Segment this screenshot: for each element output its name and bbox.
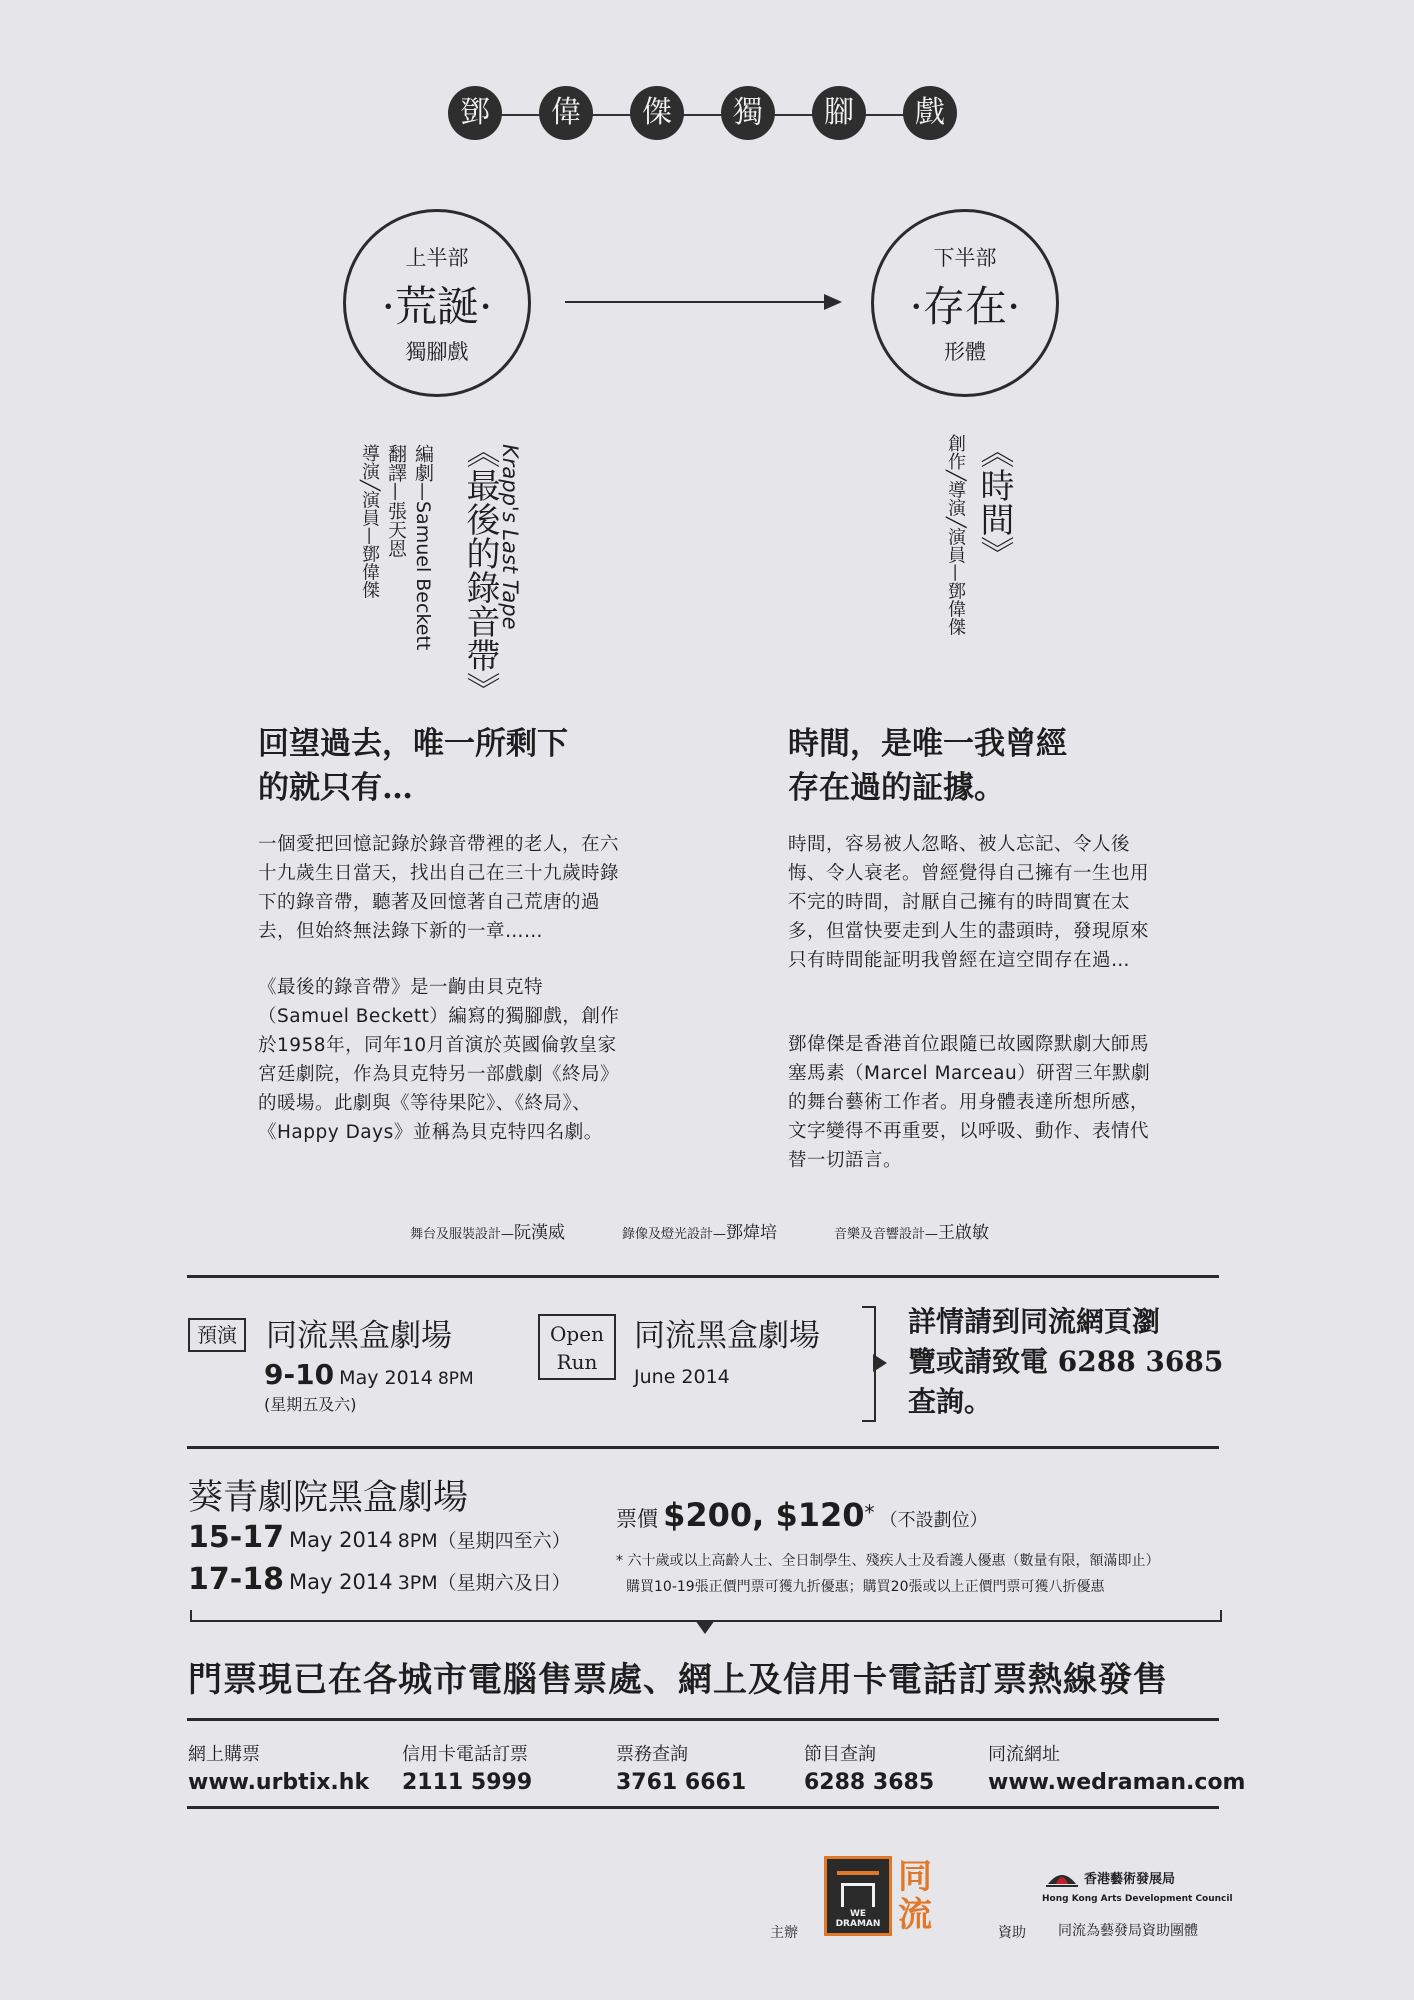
contact-ticketing: [616, 1740, 746, 1795]
price-line: 票價 $200, $120* （不設劃位）: [616, 1496, 988, 1534]
organizer-label: 主辦: [770, 1925, 798, 1941]
part1-circle: [343, 209, 531, 397]
part2-subtitle: 形體: [944, 340, 986, 364]
kwaitsing-date-1: 15-17 May 2014 8PM（星期四至六）: [188, 1520, 571, 1555]
part2-circle: [871, 209, 1059, 397]
preview-weekday: (星期五及六): [264, 1395, 357, 1414]
contact-website-value[interactable]: www.wedraman.com: [988, 1770, 1246, 1795]
divider-2: [187, 1446, 1219, 1449]
right-headline-line2: 存在過的証據。: [788, 770, 1005, 806]
left-para-1: 一個愛把回憶記錄於錄音帶裡的老人，在六十九歲生日當天，找出自己在三十九歲時錄下的錄音帶，聽著及回憶著自己荒唐的過去，但始終無法錄下新的一章……: [258, 834, 620, 942]
price-concession-1: * 六十歲或以上高齡人士、全日制學生、殘疾人士及看護人優惠（數量有限，額滿即止）: [616, 1553, 1160, 1569]
right-headline: [788, 722, 1188, 810]
play1-title: 《最後的錄音帶》: [460, 434, 500, 706]
down-arrow-icon: [695, 1620, 715, 1634]
right-para-2: 鄧偉傑是香港首位跟隨已故國際默劇大師馬塞馬素（Marcel Marceau）研習三年默劇的舞台藝術工作者。用身體表達所想所感，文字變得不再重要，以呼吸、動作、表情代替一切語言。: [788, 1034, 1151, 1171]
details-line3: 查詢。: [908, 1385, 993, 1418]
openrun-venue: 同流黑盒劇場: [634, 1318, 820, 1354]
left-headline-line2: 的就只有…: [258, 770, 413, 806]
logo-chinese: 同流: [898, 1857, 932, 1935]
details-line1: 詳情請到同流網頁瀏: [908, 1305, 1161, 1338]
part1-title: ·荒誕·: [381, 282, 493, 331]
title-char-5: 腳: [812, 86, 866, 140]
title-char-4: 獨: [721, 86, 775, 140]
contact-ticketing-label: 票務查詢: [616, 1744, 688, 1765]
play1-title-en: Krapp's Last Tape: [498, 444, 522, 630]
play1-director: 導演╱演員—鄧偉傑: [359, 444, 380, 599]
logo-text: WE DRAMAN: [835, 1909, 881, 1929]
sponsor-label: 資助: [998, 1925, 1026, 1941]
title-char-1: 鄧: [448, 86, 502, 140]
contact-phone: [402, 1740, 532, 1795]
details-text: [908, 1302, 1223, 1422]
designer-2: 錄像及燈光設計—鄧煒培: [622, 1223, 778, 1243]
left-para-2: 《最後的錄音帶》是一齣由貝克特（Samuel Beckett）編寫的獨腳戲，創作於1958年，同年10月首演於英國倫敦皇家宮廷劇院，作為貝克特另一部戲劇《終局》的暖場。此劇與《等待果陀》、《終局》、《Happy Days》並稱為貝克特四名劇。: [258, 977, 620, 1143]
openrun-tag-line2: Run: [556, 1350, 598, 1374]
preview-tag: 預演: [188, 1318, 246, 1352]
title-char-2: 偉: [539, 86, 593, 140]
preview-venue: 同流黑盒劇場: [266, 1318, 452, 1354]
divider-1: [187, 1275, 1219, 1278]
play2-credit: 創作╱導演╱演員—鄧偉傑: [945, 434, 966, 636]
part2-label: 下半部: [933, 246, 997, 270]
kwaitsing-date-2: 17-18 May 2014 3PM（星期六及日）: [188, 1562, 571, 1597]
hkadc-note: 同流為藝發局資助團體: [1058, 1923, 1198, 1939]
wedraman-logo: [824, 1856, 892, 1936]
left-headline: [258, 722, 658, 810]
contact-online: [188, 1740, 369, 1795]
part1-subtitle: 獨腳戲: [405, 340, 469, 364]
openrun-tag: [538, 1314, 616, 1380]
title-char-6: 戲: [903, 86, 957, 140]
preview-date: 9-10 May 2014 8PM: [264, 1358, 474, 1391]
arrow-right-icon: [824, 294, 842, 310]
hkadc-cn: 香港藝術發展局: [1084, 1872, 1176, 1887]
openrun-date: June 2014: [634, 1366, 730, 1388]
contact-ticketing-value: 3761 6661: [616, 1770, 747, 1795]
contact-online-value[interactable]: www.urbtix.hk: [188, 1770, 370, 1795]
arrow-line: [565, 301, 827, 303]
title-chain: [448, 86, 958, 144]
play2-title: 《時間》: [974, 434, 1014, 570]
play1-writer: 編劇—Samuel Beckett: [412, 444, 434, 651]
part1-label: 上半部: [405, 246, 469, 270]
contact-website: [988, 1740, 1245, 1795]
details-line2: 覽或請致電 6288 3685: [908, 1345, 1224, 1378]
divider-4: [187, 1806, 1219, 1809]
left-headline-line1: 回望過去，唯一所剩下: [258, 726, 568, 762]
contact-phone-value: 2111 5999: [402, 1770, 533, 1795]
part2-title: ·存在·: [909, 282, 1021, 331]
play1-translator: 翻譯—張天恩: [385, 444, 407, 558]
sale-banner: 門票現已在各城市電腦售票處、網上及信用卡電話訂票熱線發售: [188, 1660, 1168, 1700]
divider-3: [187, 1718, 1219, 1721]
contact-online-label: 網上購票: [188, 1744, 260, 1765]
contact-phone-label: 信用卡電話訂票: [402, 1744, 528, 1765]
designer-3: 音樂及音響設計—王啟敏: [834, 1223, 990, 1243]
contact-programme-value: 6288 3685: [804, 1770, 935, 1795]
contact-programme-label: 節目查詢: [804, 1744, 876, 1765]
hkadc-en: Hong Kong Arts Development Council: [1042, 1894, 1233, 1904]
price-concession-2: 購買10-19張正價門票可獲九折優惠；購買20張或以上正價門票可獲八折優惠: [626, 1579, 1105, 1595]
designer-1: 舞台及服裝設計—阮漢威: [410, 1223, 566, 1243]
right-para-1: 時間，容易被人忽略、被人忘記、令人後悔、令人衰老。曾經覺得自己擁有一生也用不完的時間，討厭自己擁有的時間實在太多，但當快要走到人生的盡頭時，發現原來只有時間能証明我曾經在這空間存在過…: [788, 834, 1150, 971]
contact-programme: [804, 1740, 934, 1795]
right-headline-line1: 時間，是唯一我曾經: [788, 726, 1067, 762]
bracket-arrow-icon: [873, 1354, 887, 1372]
kwaitsing-venue: 葵青劇院黑盒劇場: [188, 1478, 469, 1518]
openrun-tag-line1: Open: [550, 1322, 604, 1346]
contact-website-label: 同流網址: [988, 1744, 1060, 1765]
hkadc-flower-icon: [1044, 1864, 1080, 1888]
title-char-3: 傑: [630, 86, 684, 140]
